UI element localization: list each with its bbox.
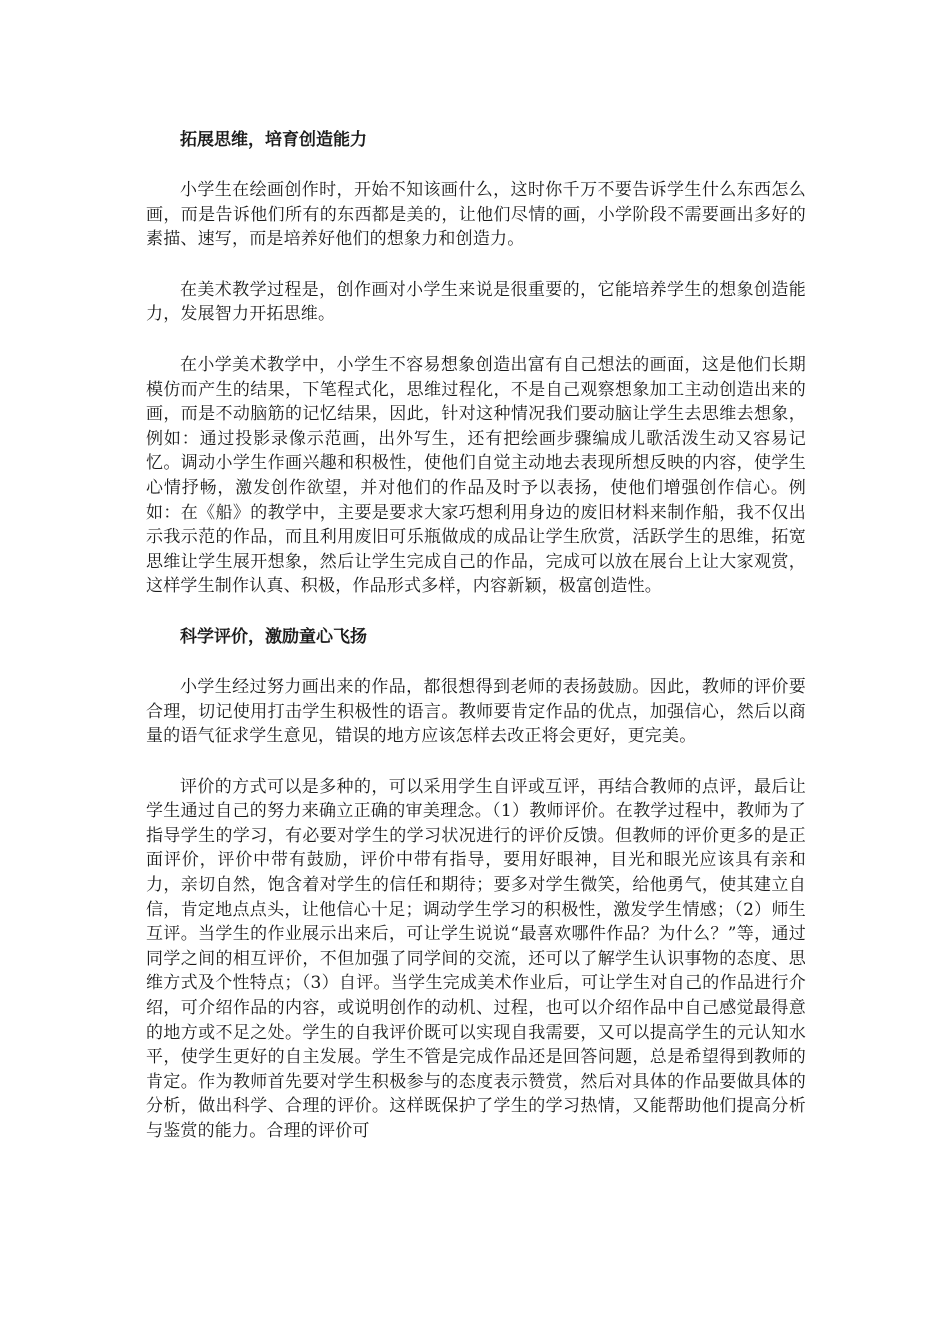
- paragraph: 小学生经过努力画出来的作品，都很想得到老师的表扬鼓励。因此，教师的评价要合理，切记使用打击学生积极性的语言。教师要肯定作品的优点，加强信心，然后以商量的语气征求学生意见，错误的地方应该怎样去改正将会更好，更完美。: [146, 676, 806, 747]
- paragraph: 在小学美术教学中，小学生不容易想象创造出富有自己想法的画面，这是他们长期模仿而产生的结果，下笔程式化，思维过程化，不是自己观察想象加工主动创造出来的画，而是不动脑筋的记忆结果，因此，针对这种情况我们要动脑让学生去思维去想象，例如：通过投影录像示范画，出外写生，还有把绘画步骤编成儿歌活泼生动又容易记忆。调动小学生作画兴趣和积极性，使他们自觉主动地去表现所想反映的内容，使学生心情抒畅，激发创作欲望，并对他们的作品及时予以表扬，使他们增强创作信心。例如：在《船》的教学中，主要是要求大家巧想利用身边的废旧材料来制作船，我不仅出示我示范的作品，而且利用废旧可乐瓶做成的成品让学生欣赏，活跃学生的思维，拓宽思维让学生展开想象，然后让学生完成自己的作品，完成可以放在展台上让大家观赏，这样学生制作认真、积极，作品形式多样，内容新颖，极富创造性。: [146, 354, 806, 597]
- section-heading: 科学评价，激励童心飞扬: [180, 626, 367, 647]
- paragraph: 小学生在绘画创作时，开始不知该画什么，这时你千万不要告诉学生什么东西怎么画，而是告诉他们所有的东西都是美的，让他们尽情的画，小学阶段不需要画出多好的素描、速写，而是培养好他们的想象力和创造力。: [146, 180, 806, 250]
- section-heading: 拓展思维，培育创造能力: [180, 130, 367, 150]
- paragraph: 在美术教学过程是，创作画对小学生来说是很重要的，它能培养学生的想象创造能力，发展智力开拓思维。: [146, 279, 806, 325]
- paragraph: 评价的方式可以是多种的，可以采用学生自评或互评，再结合教师的点评，最后让学生通过自己的努力来确立正确的审美理念。（1）教师评价。在教学过程中，教师为了指导学生的学习，有必要对学生的学习状况进行的评价反馈。但教师的评价更多的是正面评价，评价中带有鼓励，评价中带有指导，要用好眼神，目光和眼光应该具有亲和力，亲切自然，饱含着对学生的信任和期待；要多对学生微笑，给他勇气，使其建立自信，肯定地点点头，让他信心十足；调动学生学习的积极性，激发学生情感；（2）师生互评。当学生的作业展示出来后，可让学生说说“最喜欢哪件作品？为什么？”等，通过同学之间的相互评价，不但加强了同学间的交流，还可以了解学生认识事物的态度、思维方式及个性特点；（3）自评。当学生完成美术作业后，可让学生对自己的作品进行介绍，可介绍作品的内容，或说明创作的动机、过程，也可以介绍作品中自己感觉最得意的地方或不足之处。学生的自我评价既可以实现自我需要，又可以提高学生的元认知水平，使学生更好的自主发展。学生不管是完成作品还是回答问题，总是希望得到教师的肯定。作为教师首先要对学生积极参与的态度表示赞赏，然后对具体的作品要做具体的分析，做出科学、合理的评价。这样既保护了学生的学习热情，又能帮助他们提高分析与鉴赏的能力。合理的评价可: [146, 776, 806, 1141]
- document-body: [146, 128, 806, 1144]
